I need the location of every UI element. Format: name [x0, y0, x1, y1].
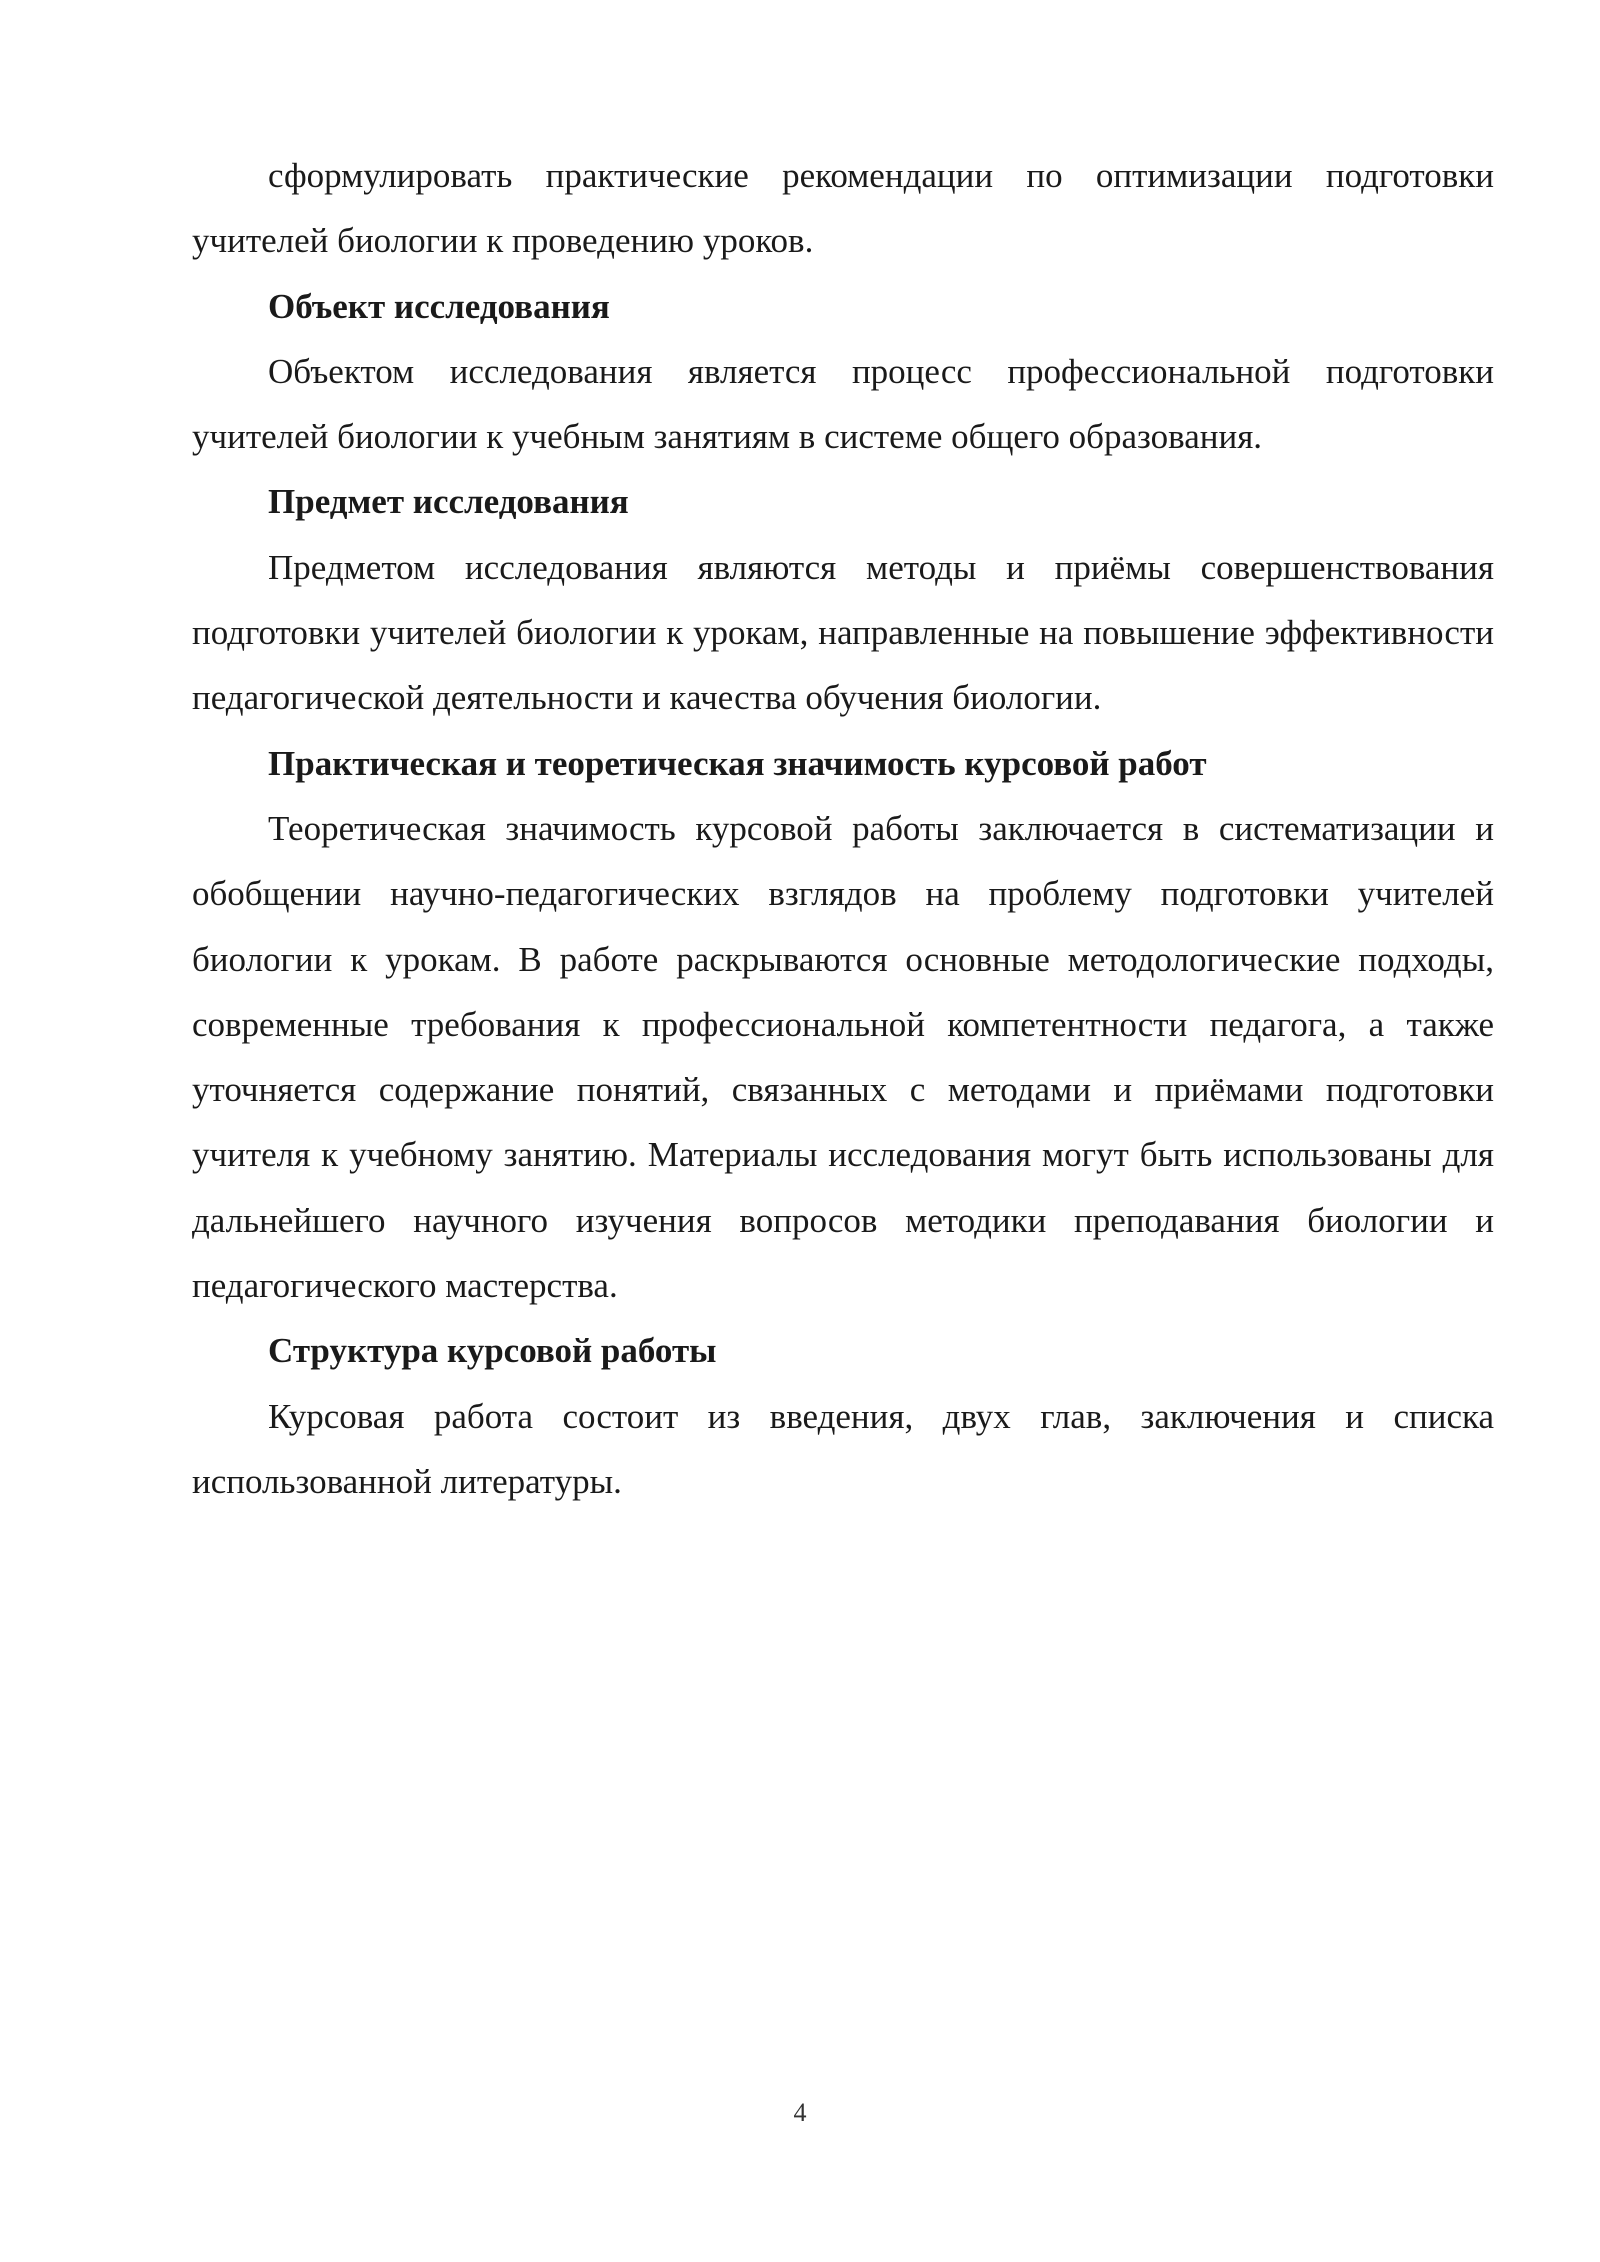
paragraph-research-subject: Предметом исследования являются методы и приёмы совершенствования подготовки учителей биологии к урокам, направленные на повышение эффективности педагогической деятельности и качества обучения биологии.	[192, 547, 1494, 718]
heading-structure: Структура курсовой работы	[268, 1331, 717, 1371]
document-body	[192, 143, 1494, 1514]
paragraph-significance: Теоретическая значимость курсовой работы заключается в систематизации и обобщении научно-педагогических взглядов на проблему подготовки учителей биологии к урокам. В работе раскрываются основные методологические подходы, современные требования к профессиональной компетентности педагога, а также уточняется содержание понятий, связанных с методами и приёмами подготовки учителя к учебному занятию. Материалы исследования могут быть использованы для дальнейшего научного изучения вопросов методики преподавания биологии и педагогического мастерства.	[192, 808, 1494, 1306]
paragraph-research-object: Объектом исследования является процесс профессиональной подготовки учителей биологии к учебным занятиям в системе общего образования.	[192, 351, 1494, 457]
heading-research-subject: Предмет исследования	[268, 482, 629, 522]
heading-research-object: Объект исследования	[268, 286, 610, 326]
page-number: 4	[793, 2098, 807, 2127]
paragraph-structure: Курсовая работа состоит из введения, двух глав, заключения и списка использованной литературы.	[192, 1396, 1494, 1501]
heading-significance: Практическая и теоретическая значимость курсовой работ	[268, 743, 1207, 783]
paragraph-goals-continuation: сформулировать практические рекомендации по оптимизации подготовки учителей биологии к проведению уроков.	[192, 156, 1494, 261]
